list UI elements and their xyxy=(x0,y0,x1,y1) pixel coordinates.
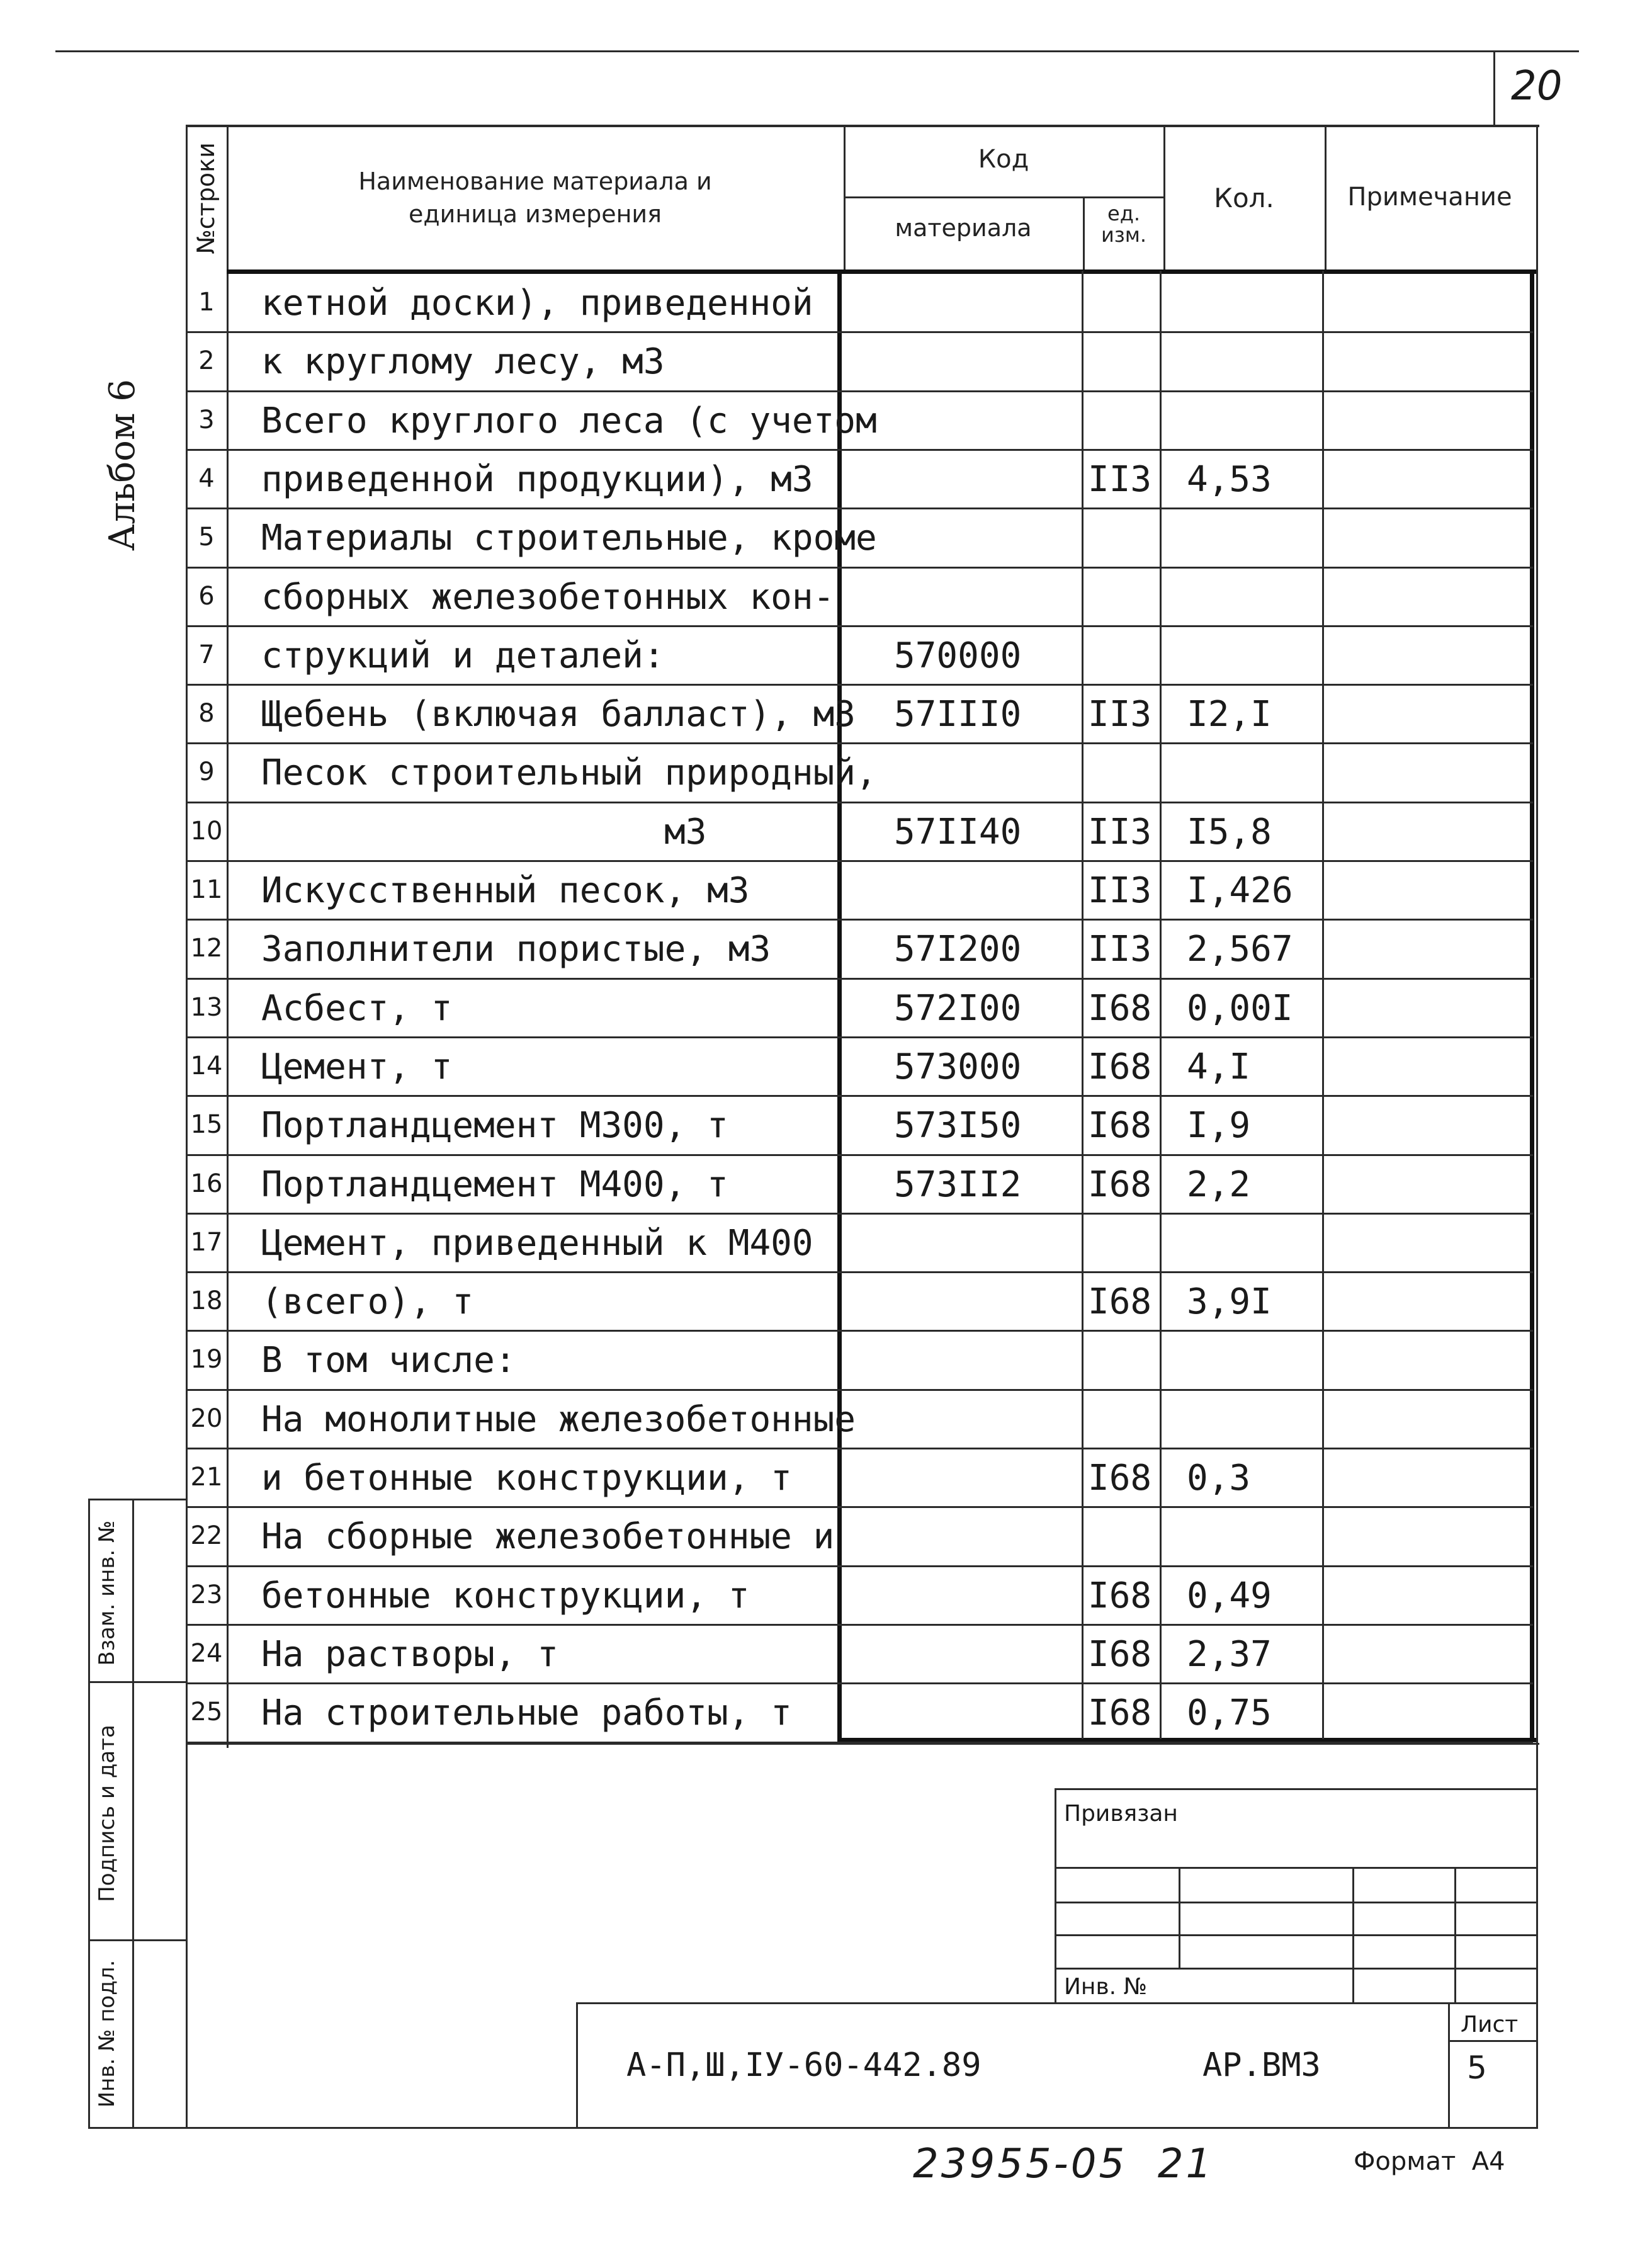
archive-number: 23955-05 21 xyxy=(913,2141,1214,2187)
row-name: На строительные работы, т xyxy=(261,1692,792,1733)
row-number: 20 xyxy=(190,1404,223,1433)
row-unit: I68 xyxy=(1088,988,1152,1029)
page-number: 20 xyxy=(1511,63,1563,110)
row-separator xyxy=(186,1036,1533,1038)
header-code: Код xyxy=(978,145,1029,174)
row-name: Портландцемент М400, т xyxy=(261,1164,728,1205)
document-code: А-П,Ш,IУ-60-442.89 xyxy=(626,2046,982,2084)
row-separator xyxy=(186,1389,1533,1391)
row-separator xyxy=(186,684,1533,686)
row-name: Песок строительный природный, xyxy=(261,752,877,793)
row-qty: 0,00I xyxy=(1187,988,1293,1029)
header-name: Наименование материала и единица измерения xyxy=(358,167,712,228)
row-name: Всего круглого леса (с учетом xyxy=(261,400,877,441)
row-separator xyxy=(186,1506,1533,1508)
row-number: 18 xyxy=(190,1286,223,1315)
row-separator xyxy=(186,625,1533,627)
top-rule xyxy=(55,50,1579,52)
row-separator xyxy=(186,1624,1533,1626)
sheet-label: Лист xyxy=(1461,2012,1519,2038)
row-separator xyxy=(186,742,1533,744)
row-separator xyxy=(186,1095,1533,1097)
row-code-material: 573I50 xyxy=(894,1105,1022,1146)
row-number: 9 xyxy=(198,757,215,786)
vzam-inv-label: Взам. инв. № xyxy=(94,1520,120,1666)
row-number: 14 xyxy=(190,1052,223,1080)
row-number: 12 xyxy=(190,934,223,963)
row-number: 19 xyxy=(190,1345,223,1374)
row-unit: I68 xyxy=(1088,1458,1152,1499)
header-note: Примечание xyxy=(1347,183,1512,212)
row-separator xyxy=(186,802,1533,803)
row-separator xyxy=(186,1448,1533,1449)
row-code-material: 57III0 xyxy=(894,694,1022,735)
row-unit: II3 xyxy=(1088,929,1152,970)
header-code-material: материала xyxy=(895,214,1032,242)
row-number: 11 xyxy=(190,875,223,904)
inv-podl-label: Инв. № подл. xyxy=(94,1959,120,2108)
format-label: Формат А4 xyxy=(1354,2147,1505,2176)
row-unit: II3 xyxy=(1088,870,1152,911)
row-separator xyxy=(186,1154,1533,1156)
row-qty: 0,49 xyxy=(1187,1575,1272,1616)
row-number: 6 xyxy=(198,582,215,611)
row-unit: I68 xyxy=(1088,1105,1152,1146)
row-qty: 0,75 xyxy=(1187,1692,1272,1733)
row-separator xyxy=(186,567,1533,569)
row-unit: I68 xyxy=(1088,1634,1152,1675)
row-name: На растворы, т xyxy=(261,1634,559,1675)
album-label: Альбом 6 xyxy=(102,379,143,551)
row-qty: 0,3 xyxy=(1187,1458,1251,1499)
row-name: струкций и деталей: xyxy=(261,635,665,676)
sheet-number: 5 xyxy=(1467,2050,1487,2086)
row-number: 10 xyxy=(190,817,223,846)
page-number-box-border xyxy=(1493,50,1495,126)
row-name: Искусственный песок, м3 xyxy=(261,870,750,911)
row-name: кетной доски), приведенной xyxy=(261,283,813,324)
row-name: сборных железобетонных кон- xyxy=(261,577,835,618)
row-name: На монолитные железобетонные xyxy=(261,1399,856,1440)
row-qty: 2,567 xyxy=(1187,929,1293,970)
row-qty: I2,I xyxy=(1187,694,1272,735)
privyazan-label: Привязан xyxy=(1064,1801,1178,1827)
row-number: 7 xyxy=(198,640,215,669)
row-number: 3 xyxy=(198,405,215,434)
row-name: м3 xyxy=(664,812,707,853)
row-code-material: 572I00 xyxy=(894,988,1022,1029)
row-number: 1 xyxy=(198,288,215,317)
row-number: 13 xyxy=(190,993,223,1022)
row-code-material: 57I200 xyxy=(894,929,1022,970)
row-separator xyxy=(186,1330,1533,1332)
row-number: 15 xyxy=(190,1110,223,1139)
row-name: (всего), т xyxy=(261,1281,474,1322)
row-qty: 2,2 xyxy=(1187,1164,1251,1205)
header-row-no: №строки xyxy=(192,142,220,254)
row-separator xyxy=(186,1271,1533,1273)
header-qty: Кол. xyxy=(1214,183,1274,213)
row-number: 21 xyxy=(190,1463,223,1492)
row-number: 8 xyxy=(198,699,215,728)
row-qty: 4,53 xyxy=(1187,459,1272,500)
row-separator xyxy=(186,507,1533,509)
row-unit: I68 xyxy=(1088,1164,1152,1205)
row-name: В том числе: xyxy=(261,1340,516,1381)
row-name: Цемент, приведенный к М400 xyxy=(261,1223,813,1264)
row-separator xyxy=(186,449,1533,451)
row-qty: 4,I xyxy=(1187,1046,1251,1087)
row-separator xyxy=(186,860,1533,862)
row-unit: II3 xyxy=(1088,459,1152,500)
row-separator xyxy=(186,978,1533,980)
row-separator xyxy=(186,1213,1533,1215)
row-number: 17 xyxy=(190,1228,223,1257)
row-name: Материалы строительные, кроме xyxy=(261,518,877,558)
row-qty: I,426 xyxy=(1187,870,1293,911)
row-number: 4 xyxy=(198,464,215,493)
row-name: Щебень (включая балласт), м3 xyxy=(261,694,856,735)
row-unit: I68 xyxy=(1088,1046,1152,1087)
row-code-material: 573II2 xyxy=(894,1164,1022,1205)
row-name: Портландцемент М300, т xyxy=(261,1105,728,1146)
row-unit: I68 xyxy=(1088,1692,1152,1733)
row-qty: I5,8 xyxy=(1187,812,1272,853)
row-number: 5 xyxy=(198,523,215,552)
row-code-material: 573000 xyxy=(894,1046,1022,1087)
row-separator xyxy=(186,331,1533,333)
row-number: 24 xyxy=(190,1639,223,1668)
inv-no-label: Инв. № xyxy=(1064,1974,1148,2000)
row-separator xyxy=(186,390,1533,392)
row-name: Асбест, т xyxy=(261,988,453,1029)
row-name: Заполнители пористые, м3 xyxy=(261,929,771,970)
podpis-data-label: Подпись и дата xyxy=(94,1725,120,1902)
row-code-material: 57II40 xyxy=(894,812,1022,853)
row-qty: I,9 xyxy=(1187,1105,1251,1146)
row-qty: 3,9I xyxy=(1187,1281,1272,1322)
row-unit: II3 xyxy=(1088,694,1152,735)
row-number: 16 xyxy=(190,1169,223,1198)
row-code-material: 570000 xyxy=(894,635,1022,676)
row-name: к круглому лесу, м3 xyxy=(261,341,665,382)
row-separator xyxy=(186,1742,1533,1744)
row-number: 22 xyxy=(190,1521,223,1550)
row-number: 23 xyxy=(190,1580,223,1609)
row-separator xyxy=(186,1682,1533,1684)
row-unit: I68 xyxy=(1088,1281,1152,1322)
row-name: Цемент, т xyxy=(261,1046,453,1087)
row-number: 25 xyxy=(190,1698,223,1727)
row-unit: I68 xyxy=(1088,1575,1152,1616)
document-mark: АР.ВМЗ xyxy=(1202,2046,1321,2084)
row-name: На сборные железобетонные и xyxy=(261,1516,835,1557)
header-code-unit: ед. изм. xyxy=(1100,201,1147,247)
row-separator xyxy=(186,919,1533,921)
row-qty: 2,37 xyxy=(1187,1634,1272,1675)
row-name: бетонные конструкции, т xyxy=(261,1575,750,1616)
row-name: и бетонные конструкции, т xyxy=(261,1458,792,1499)
row-separator xyxy=(186,1565,1533,1567)
row-name: приведенной продукции), м3 xyxy=(261,459,813,500)
row-unit: II3 xyxy=(1088,812,1152,853)
row-number: 2 xyxy=(198,346,215,375)
